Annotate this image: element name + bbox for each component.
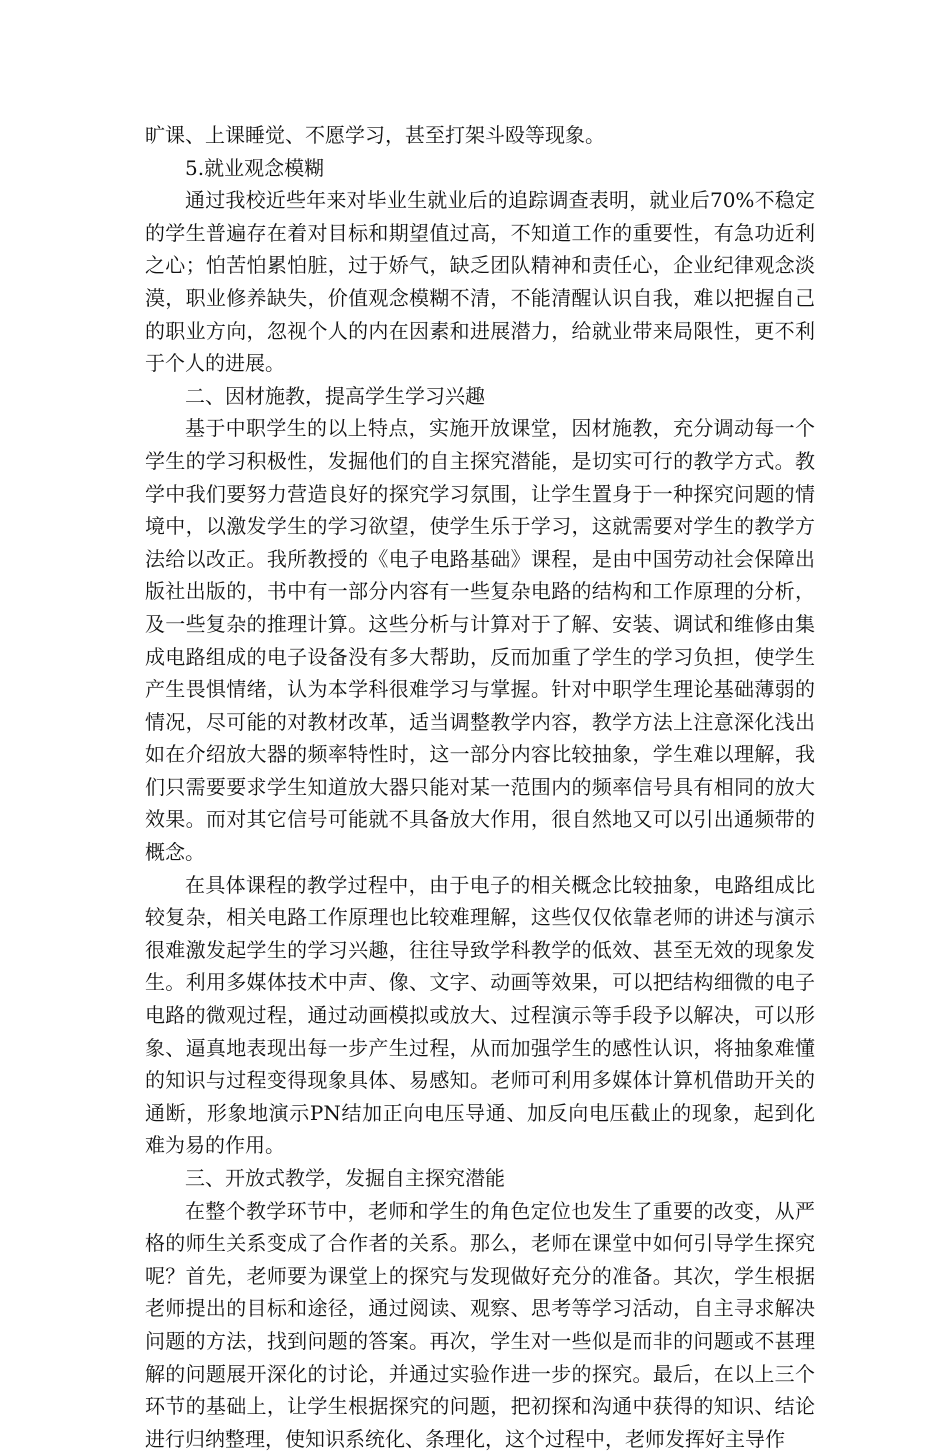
section-heading-open-teaching: 三、开放式教学，发掘自主探究潜能 <box>185 1166 505 1190</box>
document-body <box>145 119 815 1455</box>
paragraph-multimedia-teaching: 在具体课程的教学过程中，由于电子的相关概念比较抽象，电路组成比较复杂，相关电路工作原理也比较难理解，这些仅仅依靠老师的讲述与演示很难激发起学生的学习兴趣，往往导致学科教学的低效、甚至无效的现象发生。利用多媒体技术中声、像、文字、动画等效果，可以把结构细微的电子电路的微观过程，通过动画模拟或放大、过程演示等手段予以解决，可以形象、逼真地表现出每一步产生过程，从而加强学生的感性认识，将抽象难懂的知识与过程变得现象具体、易感知。老师可利用多媒体计算机借助开关的通断，形象地演示PN结加正向电压导通、加反向电压截止的现象，起到化难为易的作用。 <box>145 872 815 1158</box>
paragraph-continuation: 旷课、上课睡觉、不愿学习，甚至打架斗殴等现象。 <box>145 123 605 147</box>
section-heading-teach-by-aptitude: 二、因材施教，提高学生学习兴趣 <box>185 383 485 408</box>
paragraph-open-classroom: 基于中职学生的以上特点，实施开放课堂，因材施教，充分调动每一个学生的学习积极性，发掘他们的自主探究潜能，是切实可行的教学方式。教学中我们要努力营造良好的探究学习氛围，让学生置身于一种探究问题的情境中，以激发学生的学习欲望，使学生乐于学习，这就需要对学生的教学方法给以改正。我所教授的《电子电路基础》课程，是由中国劳动社会保障出版社出版的，书中有一部分内容有一些复杂电路的结构和工作原理的分析，及一些复杂的推理计算。这些分析与计算对于了解、安装、调试和维修由集成电路组成的电子设备没有多大帮助，反而加重了学生的学习负担，使学生产生畏惧情绪，认为本学科很难学习与掌握。针对中职学生理论基础薄弱的情况，尽可能的对教材改革，适当调整教学内容，教学方法上注意深化浅出如在介绍放大器的频率特性时，这一部分内容比较抽象，学生难以理解，我们只需要要求学生知道放大器只能对某一范围内的频率信号具有相同的放大效果。而对其它信号可能就不具备放大作用，很自然地又可以引出通频带的概念。 <box>145 416 815 865</box>
paragraph-employment-survey: 通过我校近些年来对毕业生就业后的追踪调查表明，就业后70%不稳定的学生普遍存在着对目标和期望值过高，不知道工作的重要性，有急功近利之心；怕苦怕累怕脏，过于娇气，缺乏团队精神和责任心，企业纪律观念淡漠，职业修养缺失，价值观念模糊不清，不能清醒认识自我，难以把握自己的职业方向，忽视个人的内在因素和进展潜力，给就业带来局限性，更不利于个人的进展。 <box>145 188 815 376</box>
paragraph-teacher-student-roles: 在整个教学环节中，老师和学生的角色定位也发生了重要的改变，从严格的师生关系变成了合作者的关系。那么，老师在课堂中如何引导学生探究呢？首先，老师要为课堂上的探究与发现做好充分的准备。其次，学生根据老师提出的目标和途径，通过阅读、观察、思考等学习活动，自主寻求解决问题的方法，找到问题的答案。再次，学生对一些似是而非的问题或不甚理解的问题展开深化的讨论，并通过实验作进一步的探究。最后，在以上三个环节的基础上，让学生根据探究的问题，把初探和沟通中获得的知识、结论进行归纳整理，使知识系统化、条理化，这个过程中，老师发挥好主导作 <box>145 1198 815 1451</box>
section-heading-employment-concept: 5.就业观念模糊 <box>185 155 325 180</box>
